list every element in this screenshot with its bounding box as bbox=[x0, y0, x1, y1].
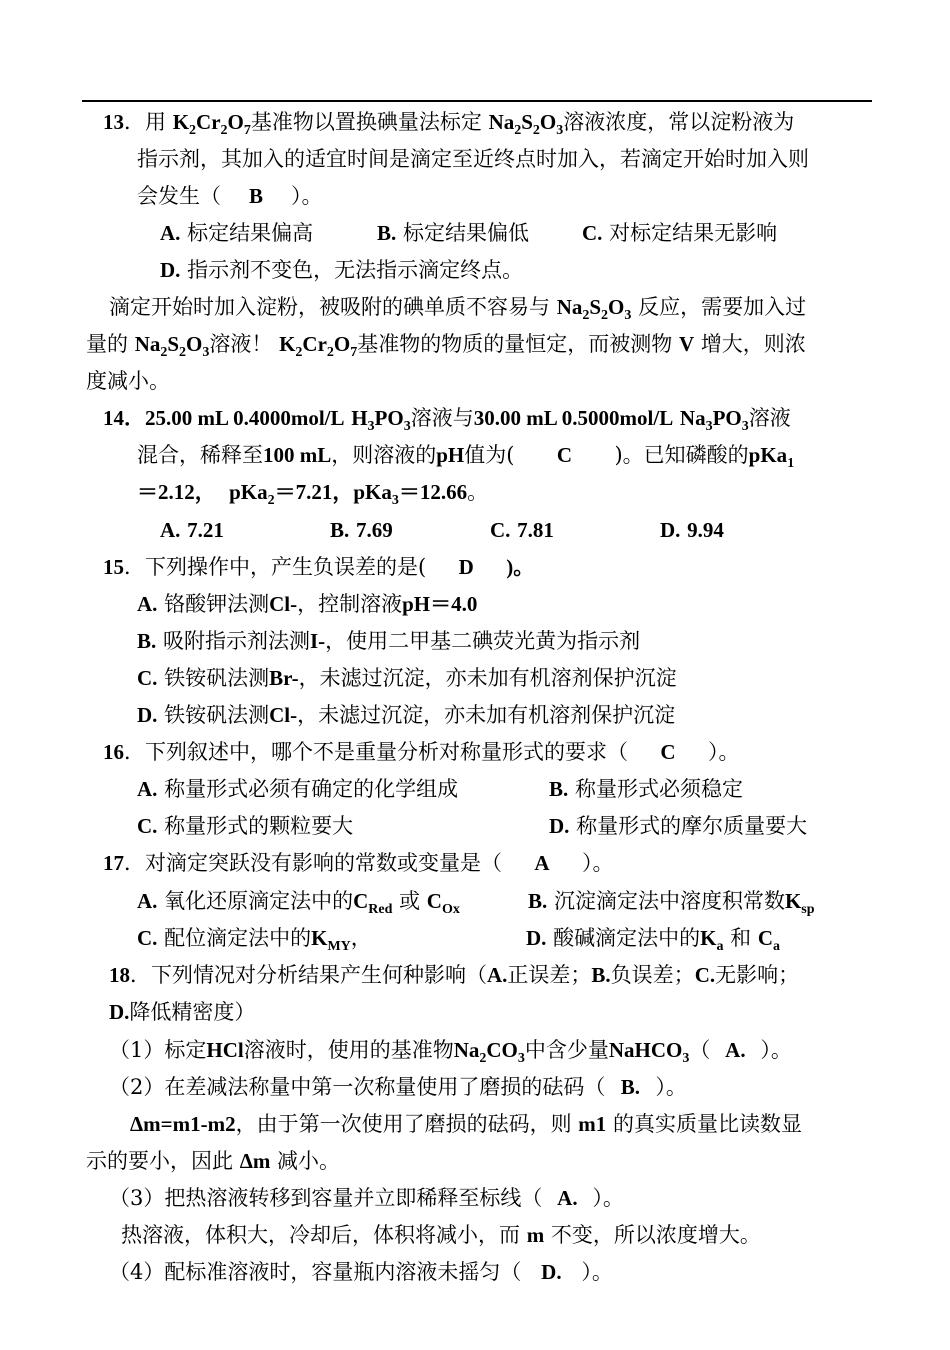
reagent-k2cr2o7: $K_2Cr_2O_7$ bbox=[279, 332, 358, 360]
q13-options-row2 bbox=[160, 255, 523, 285]
q16-answer: C bbox=[660, 740, 676, 764]
q18-line2 bbox=[109, 997, 255, 1027]
symbol-c: C bbox=[757, 926, 773, 950]
reagent-na2s2o3: $Na_2S_2O_3$ bbox=[556, 295, 632, 323]
q13-option-a: 标定结果偏高 bbox=[187, 221, 314, 245]
q18-explain2-line1 bbox=[130, 1109, 802, 1139]
q13-number: 13 bbox=[103, 110, 124, 134]
option-ion: Cl- bbox=[269, 703, 298, 727]
option-text: 酸碱滴定法中的 bbox=[553, 926, 701, 950]
q14-option-d bbox=[660, 515, 724, 545]
symbol-k: K bbox=[784, 889, 802, 913]
item-number: （1） bbox=[109, 1038, 165, 1062]
q13-option-a-letter: A. bbox=[160, 221, 181, 245]
option-letter: B. bbox=[549, 777, 569, 801]
q14-answer: C bbox=[556, 443, 573, 467]
q13-text: 溶液浓度，常以淀粉液为 bbox=[563, 110, 795, 134]
q15-line1 bbox=[103, 552, 534, 582]
q14-text: 。 bbox=[467, 480, 489, 504]
q18-text: 降低精密度） bbox=[129, 1000, 256, 1024]
option-text: 铬酸钾法测 bbox=[164, 592, 270, 616]
q16-option-a bbox=[137, 774, 458, 804]
option-text: 称量形式必须有确定的化学组成 bbox=[164, 777, 459, 801]
q13-options-row1 bbox=[160, 218, 313, 248]
q13-text: ）。 bbox=[291, 184, 323, 208]
item-text: ）。 bbox=[655, 1075, 687, 1099]
q14-pka1: pKa bbox=[748, 443, 788, 467]
q13-explain-text: 反应，需要加入过 bbox=[638, 295, 807, 319]
option-letter: B. bbox=[137, 629, 157, 653]
reagent-nahco3: NaHCO$_3$ bbox=[608, 1038, 690, 1066]
option-value: 7.81 bbox=[517, 518, 554, 542]
symbol-c: C bbox=[353, 889, 369, 913]
symbol-sub: a bbox=[773, 939, 780, 954]
q14-text: )。已知磷酸的 bbox=[614, 443, 749, 467]
q18-item2 bbox=[109, 1072, 687, 1102]
option-text: 配位滴定法中的 bbox=[164, 926, 312, 950]
q14-option-c bbox=[490, 515, 554, 545]
q13-line3 bbox=[137, 181, 323, 211]
reagent-hcl: HCl bbox=[206, 1038, 244, 1062]
q13-explain-text: 增大，则浓 bbox=[700, 332, 806, 356]
q14-ph: pH bbox=[436, 443, 465, 467]
symbol-dm: Δm bbox=[239, 1149, 271, 1173]
option-ion: I- bbox=[309, 629, 326, 653]
q16-option-d bbox=[549, 811, 807, 841]
explain-text: 的真实质量比读数显 bbox=[612, 1112, 802, 1136]
q18-text: 无影响； bbox=[715, 963, 800, 987]
option-letter: C. bbox=[137, 814, 158, 838]
q17-line1 bbox=[103, 848, 614, 878]
option-text: 氧化还原滴定法中的 bbox=[164, 889, 354, 913]
option-text: 和 bbox=[730, 926, 752, 950]
item-answer: D. bbox=[541, 1260, 562, 1284]
item-answer: A. bbox=[557, 1186, 578, 1210]
q15-text: )。 bbox=[506, 555, 535, 579]
formula-dm: Δm=m1-m2 bbox=[130, 1112, 236, 1136]
explain-text: ，由于第一次使用了磨损的砝码，则 bbox=[235, 1112, 572, 1136]
explain-text: 示的要小，因此 bbox=[86, 1149, 233, 1173]
q13-explain-v: V bbox=[678, 332, 695, 356]
q15-answer: D bbox=[458, 555, 474, 579]
q18-explain2-line2 bbox=[86, 1146, 340, 1176]
item-text: 在差减法称量中第一次称量使用了磨损的砝码（ bbox=[164, 1075, 606, 1099]
option-letter: C. bbox=[694, 963, 716, 987]
q15-text: ．下列操作中，产生负误差的是( bbox=[124, 555, 427, 579]
q14-line2: 混合，稀释至100 mL，则溶液的pH值为( C )。已知磷酸的pKa$_1$ bbox=[137, 440, 794, 470]
q17-option-b bbox=[528, 886, 815, 916]
item-number: （4） bbox=[109, 1260, 165, 1284]
symbol-sub: Ox bbox=[441, 902, 460, 917]
q13-explain-text: 量的 bbox=[86, 332, 128, 356]
option-value: 7.21 bbox=[187, 518, 224, 542]
symbol-sub: MY bbox=[327, 939, 351, 954]
symbol-m1: m1 bbox=[578, 1112, 607, 1136]
q13-reagent-k2cr2o7: $K_2Cr_2O_7$ bbox=[172, 110, 251, 138]
q17-option-d bbox=[526, 923, 780, 953]
q17-number: 17 bbox=[103, 851, 124, 875]
q17-text: ）。 bbox=[582, 851, 614, 875]
option-text: ，使用二甲基二碘荧光黄为指示剂 bbox=[325, 629, 641, 653]
item-text: 中含少量 bbox=[524, 1038, 609, 1062]
item-number: （3） bbox=[109, 1186, 165, 1210]
option-text: 称量形式的摩尔质量要大 bbox=[576, 814, 808, 838]
q13-explain-line1 bbox=[109, 292, 806, 322]
q14-solution2-conc: 30.00 mL 0.5000mol/L bbox=[473, 406, 674, 430]
q13-option-c-letter: C. bbox=[582, 221, 603, 245]
q15-option-c bbox=[137, 663, 677, 693]
q14-text: 溶液 bbox=[748, 406, 791, 430]
symbol-c: C bbox=[426, 889, 442, 913]
symbol-sub: a bbox=[716, 939, 724, 954]
option-text: ，控制溶液 bbox=[297, 592, 403, 616]
q14-pka3-value: ＝12.66 bbox=[398, 480, 468, 504]
item-number: （2） bbox=[109, 1075, 165, 1099]
option-value: 7.69 bbox=[355, 518, 393, 542]
q13-explain-line3: 度减小。 bbox=[86, 369, 170, 393]
option-letter: D. bbox=[137, 703, 158, 727]
q16-option-c bbox=[137, 811, 353, 841]
q13-reagent-na2s2o3: $Na_2S_2O_3$ bbox=[488, 110, 564, 138]
q18-text: 正误差； bbox=[507, 963, 592, 987]
q13-options-row1b bbox=[377, 218, 529, 248]
item-answer: A. bbox=[725, 1038, 746, 1062]
option-text: 铁铵矾法测 bbox=[164, 666, 270, 690]
q18-text: 负误差； bbox=[610, 963, 695, 987]
q13-explain-text: 基准物的物质的量恒定，而被测物 bbox=[357, 332, 673, 356]
item-text: （ bbox=[689, 1038, 711, 1062]
option-text: ，未滤过沉淀，亦未加有机溶剂保护沉淀 bbox=[297, 703, 676, 727]
option-text: 称量形式必须稳定 bbox=[574, 777, 743, 801]
q18-explain3 bbox=[121, 1220, 761, 1250]
option-text: ，未滤过沉淀，亦未加有机溶剂保护沉淀 bbox=[298, 666, 677, 690]
q13-option-b-letter: B. bbox=[377, 221, 397, 245]
q13-text: ．用 bbox=[124, 110, 166, 134]
q15-option-d bbox=[137, 700, 675, 730]
q13-line1 bbox=[103, 107, 794, 137]
option-letter: C. bbox=[137, 926, 158, 950]
item-text: 溶液时，使用的基准物 bbox=[243, 1038, 454, 1062]
q14-pka2: pKa bbox=[229, 480, 268, 504]
q13-explain-text: 溶液！ bbox=[209, 332, 273, 356]
q13-explain-text: 滴定开始时加入淀粉，被吸附的碘单质不容易与 bbox=[109, 295, 550, 319]
item-text: ）。 bbox=[581, 1260, 613, 1284]
q16-number: 16 bbox=[103, 740, 124, 764]
q14-pka3: pKa bbox=[353, 480, 392, 504]
option-letter: A. bbox=[137, 592, 158, 616]
explain-text: 不变，所以浓度增大。 bbox=[550, 1223, 761, 1247]
q14-solution1-conc: 25.00 mL 0.4000mol/L bbox=[145, 406, 345, 430]
q16-text: ．下列叙述中，哪个不是重量分析对称量形式的要求（ bbox=[124, 740, 628, 764]
q16-line1 bbox=[103, 737, 740, 767]
symbol-sub: sp bbox=[801, 902, 815, 917]
q14-text: ，则溶液的 bbox=[331, 443, 437, 467]
q15-number: 15 bbox=[103, 555, 124, 579]
option-letter: B. bbox=[330, 518, 350, 542]
option-letter: D. bbox=[549, 814, 570, 838]
q15-option-a bbox=[137, 589, 477, 619]
item-answer: B. bbox=[620, 1075, 640, 1099]
item-text: 把热溶液转移到容量并立即稀释至标线（ bbox=[164, 1186, 543, 1210]
symbol-k: K bbox=[311, 926, 328, 950]
q14-line3: ＝2.12， pKa$_2$＝7.21，pKa$_3$＝12.66。 bbox=[137, 480, 489, 508]
q13-text: 基准物以置换碘量法标定 bbox=[250, 110, 482, 134]
item-text: 配标准溶液时，容量瓶内溶液未摇匀（ bbox=[164, 1260, 522, 1284]
option-ion: Br- bbox=[269, 666, 299, 690]
header-rule bbox=[82, 100, 872, 102]
q13-line2: 指示剂，其加入的适宜时间是滴定至近终点时加入，若滴定开始时加入则 bbox=[137, 147, 809, 171]
explain-text: 热溶液，体积大，冷却后，体积将减小，而 bbox=[121, 1223, 520, 1247]
option-text: 铁铵矾法测 bbox=[164, 703, 270, 727]
q14-text: 混合，稀释至 bbox=[137, 443, 263, 467]
q17-text: ．对滴定突跃没有影响的常数或变量是（ bbox=[124, 851, 502, 875]
option-text: 沉淀滴定法中溶度积常数 bbox=[553, 889, 785, 913]
option-text: 吸附指示剂法测 bbox=[162, 629, 310, 653]
q18-item4 bbox=[109, 1257, 613, 1287]
q18-line1 bbox=[109, 960, 799, 990]
q18-text: ．下列情况对分析结果产生何种影响（ bbox=[130, 963, 487, 987]
q14-text: 溶液与 bbox=[410, 406, 474, 430]
option-letter: C. bbox=[137, 666, 158, 690]
q13-option-b: 标定结果偏低 bbox=[402, 221, 529, 245]
q13-option-d: 指示剂不变色，无法指示滴定终点。 bbox=[187, 258, 524, 282]
item-text: ）。 bbox=[760, 1038, 792, 1062]
option-letter: A. bbox=[137, 777, 158, 801]
q13-options-row1c bbox=[582, 218, 777, 248]
q14-option-b bbox=[330, 515, 393, 545]
option-value: 9.94 bbox=[687, 518, 724, 542]
q13-explain-line2 bbox=[86, 329, 806, 359]
q13-answer: B bbox=[248, 184, 263, 208]
q14-option-a bbox=[160, 515, 224, 545]
option-letter: D. bbox=[660, 518, 681, 542]
option-text: ， bbox=[350, 926, 372, 950]
q14-text: 值为( bbox=[464, 443, 515, 467]
option-text: 或 bbox=[399, 889, 421, 913]
option-letter: C. bbox=[490, 518, 511, 542]
q17-option-a bbox=[137, 886, 460, 916]
q18-item1 bbox=[109, 1035, 792, 1065]
option-letter: A. bbox=[137, 889, 158, 913]
q16-option-b bbox=[549, 774, 743, 804]
symbol-m: m bbox=[526, 1223, 545, 1247]
option-letter: B. bbox=[591, 963, 611, 987]
q13-option-c: 对标定结果无影响 bbox=[609, 221, 778, 245]
q14-pka2-value: ＝7.21， bbox=[274, 480, 354, 504]
item-text: 标定 bbox=[164, 1038, 207, 1062]
option-letter: A. bbox=[487, 963, 508, 987]
symbol-sub: Red bbox=[368, 902, 393, 917]
option-letter: A. bbox=[160, 518, 181, 542]
option-text: 称量形式的颗粒要大 bbox=[164, 814, 354, 838]
q17-option-c bbox=[137, 923, 372, 953]
symbol-k: K bbox=[700, 926, 717, 950]
q16-text: ）。 bbox=[708, 740, 740, 764]
q14-number: 14 bbox=[103, 406, 124, 430]
option-ph: pH＝4.0 bbox=[402, 592, 478, 616]
reagent-h3po3: $H_3PO_3$ bbox=[351, 406, 411, 434]
q18-number: 18 bbox=[109, 963, 130, 987]
q17-answer: A bbox=[534, 851, 550, 875]
q14-pka1-value: ＝2.12， bbox=[137, 480, 216, 504]
reagent-na3po3: $Na_3PO_3$ bbox=[679, 406, 749, 434]
explain-text: 减小。 bbox=[277, 1149, 341, 1173]
reagent-na2co3: $Na_2CO_3$ bbox=[453, 1038, 525, 1066]
q14-volume: 100 mL bbox=[263, 443, 332, 467]
q18-item3 bbox=[109, 1183, 624, 1213]
reagent-na2s2o3: $Na_2S_2O_3$ bbox=[134, 332, 210, 360]
option-ion: Cl- bbox=[269, 592, 298, 616]
q13-text: 会发生（ bbox=[137, 184, 221, 208]
q13-option-d-letter: D. bbox=[160, 258, 181, 282]
option-letter: B. bbox=[528, 889, 548, 913]
q14-line1: 14．25.00 mL 0.4000mol/L $H_3PO_3$溶液与30.00 mL 0.5000mol/L $Na_3PO_3$溶液 bbox=[103, 406, 791, 434]
option-letter: D. bbox=[526, 926, 547, 950]
option-letter: D. bbox=[109, 1000, 130, 1024]
item-text: ）。 bbox=[592, 1186, 624, 1210]
q15-option-b bbox=[137, 626, 640, 656]
